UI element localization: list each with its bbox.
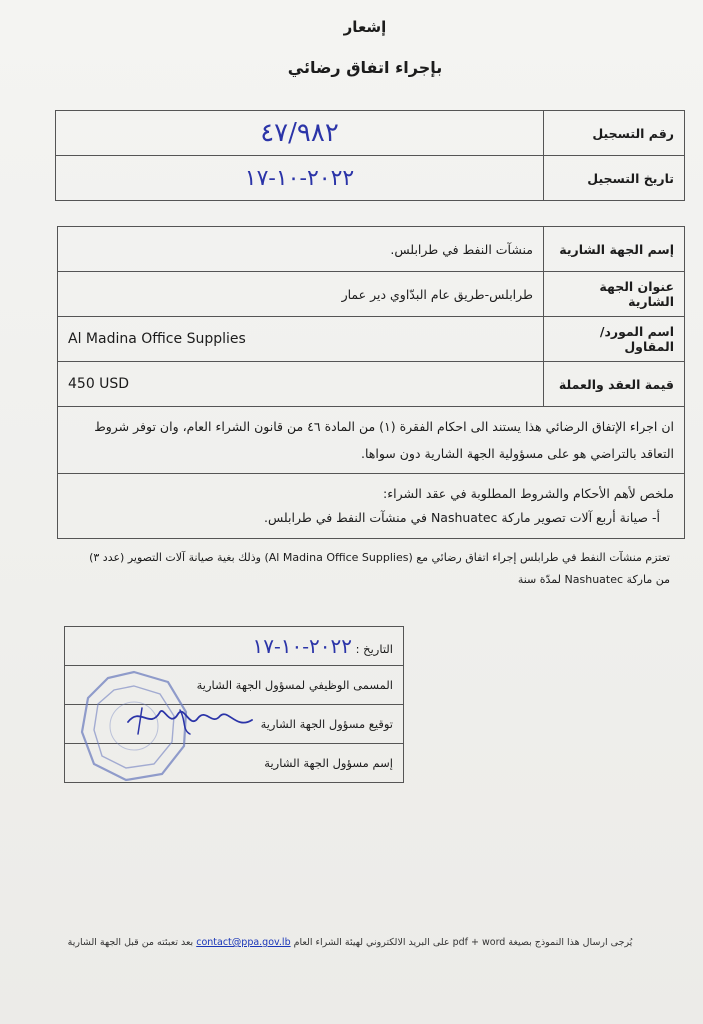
sig-name-label: إسم مسؤول الجهة الشارية [65,744,404,783]
footer-text-after: بعد تعبئته من قبل الجهة الشارية [67,937,194,948]
sig-title-label: المسمى الوظيفي لمسؤول الجهة الشارية [65,666,404,705]
sig-date-row [65,627,404,666]
summary-cell [58,474,685,539]
document-subtitle: بإجراء اتفاق رضائي [287,58,443,77]
sig-date-value: ٢٠٢٢-١٠-١٧ [252,634,352,658]
details-table [57,226,685,539]
entity-value: منشآت النفط في طرابلس. [58,227,544,272]
address-label: عنوان الجهة الشارية [544,272,685,317]
registration-table [55,110,685,201]
registration-date-label: تاريخ التسجيل [544,156,685,201]
intent-note [40,547,670,591]
legal-basis-text: ان اجراء الإتفاق الرضائي هذا يستند الى احكام الفقرة (١) من المادة ٤٦ من قانون الشراء العام، وان توفر شروط التعاقد بالتراضي هو على مسؤولية الجهة الشارية دون سواها. [58,407,685,474]
handwritten-signature [120,700,260,742]
footer-instructions [40,937,660,948]
summary-item: أ- صيانة أربع آلات تصوير ماركة Nashuatec في منشآت النفط في طرابلس. [264,510,660,525]
document-title: إشعار [343,18,387,36]
summary-title: ملخص لأهم الأحكام والشروط المطلوبة في عقد الشراء: [383,486,674,501]
legal-basis-row [58,407,685,474]
supplier-label: اسم المورد/المقاول [544,317,685,362]
contact-email-link[interactable]: contact@ppa.gov.lb [196,937,291,948]
registration-number-value: ٤٧/٩٨٢ [56,111,544,156]
footer-text-before: يُرجى ارسال هذا النموذج بصيغة pdf + word على البريد الالكتروني لهيئة الشراء العام [293,937,633,948]
entity-row [58,227,685,272]
sig-date-cell [65,627,404,666]
intent-note-line1: تعتزم منشآت النفط في طرابلس إجراء اتفاق رضائي مع (Al Madina Office Supplies) وذلك بغية صيانة آلات التصوير (عدد ٣) [89,551,670,564]
supplier-row [58,317,685,362]
sig-signature-label: توقيع مسؤول الجهة الشارية [65,705,404,744]
contract-value: 450 USD [58,362,544,407]
summary-row [58,474,685,539]
address-row [58,272,685,317]
intent-note-line2: من ماركة Nashuatec لمدّة سنة [517,573,670,586]
registration-number-row [56,111,685,156]
supplier-value: Al Madina Office Supplies [58,317,544,362]
contract-value-label: قيمة العقد والعملة [544,362,685,407]
registration-number-label: رقم التسجيل [544,111,685,156]
entity-label: إسم الجهة الشارية [544,227,685,272]
contract-value-row [58,362,685,407]
registration-date-row [56,156,685,201]
address-value: طرابلس-طريق عام البدّاوي دير عمار [58,272,544,317]
sig-date-label: التاريخ : [355,642,393,656]
registration-date-value: ٢٠٢٢-١٠-١٧ [56,156,544,201]
